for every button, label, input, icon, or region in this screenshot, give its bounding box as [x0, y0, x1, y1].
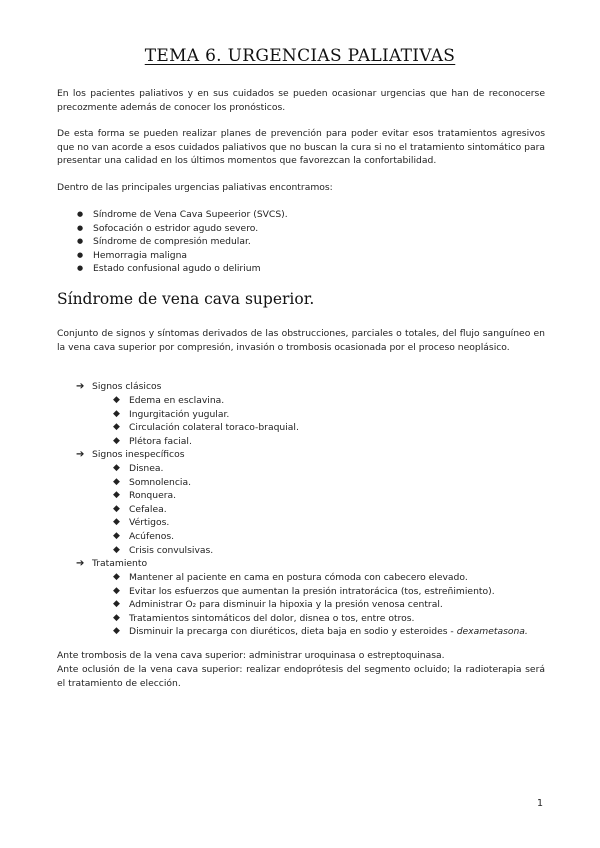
section-heading: Síndrome de vena cava superior.	[57, 290, 315, 308]
page-title: TEMA 6. URGENCIAS PALIATIVAS	[144, 46, 456, 66]
nonspecific-signs-list	[113, 462, 213, 557]
definition-paragraph: Conjunto de signos y síntomas derivados de las obstrucciones, parciales o totales, del flujo sanguíneo en la vena cava superior por compresión, invasión o trombosis ocasionada por el proceso neoplásico.	[57, 328, 545, 353]
list-item: ● Síndrome de Vena Cava Supeerior (SVCS).	[77, 208, 288, 222]
list-item: ◆ Ronquera.	[113, 489, 213, 503]
arrow-right-icon: ➔	[76, 558, 85, 569]
list-item: ◆ Ingurgitación yugular.	[113, 408, 299, 422]
list-item: ◆ Crisis convulsivas.	[113, 544, 213, 558]
list-item: ◆ Acúfenos.	[113, 530, 213, 544]
group-heading-nonspecific-signs	[76, 448, 185, 462]
page-number: 1	[536, 798, 543, 809]
closing-line-2: Ante oclusión de la vena cava superior: realizar endoprótesis del segmento ocluido; la radioterapia será el tratamiento de elección.	[57, 664, 545, 689]
list-item: ◆ Plétora facial.	[113, 435, 299, 449]
list-item-text: Disminuir la precarga con diuréticos, dieta baja en sodio y esteroides -	[129, 626, 454, 638]
list-item: ◆ Cefalea.	[113, 503, 213, 517]
intro-paragraph-1: En los pacientes paliativos y en sus cuidados se pueden ocasionar urgencias que han de reconocerse precozmente además de conocer los pronósticos.	[57, 88, 545, 113]
emphasis-text: dexametasona.	[456, 626, 528, 638]
list-item: ● Estado confusional agudo o delirium	[77, 262, 288, 276]
list-item: ◆ Disnea.	[113, 462, 213, 476]
group-label: Signos inespecíficos	[92, 449, 185, 460]
list-item: ◆ Circulación colateral toraco-braquial.	[113, 421, 299, 435]
group-heading-classic-signs	[76, 380, 161, 394]
list-item: ◆ Mantener al paciente en cama en postura cómoda con cabecero elevado.	[113, 571, 528, 585]
arrow-right-icon: ➔	[76, 449, 85, 460]
list-item: ● Síndrome de compresión medular.	[77, 235, 288, 249]
group-heading-treatment	[76, 557, 147, 571]
list-item: ◆ Somnolencia.	[113, 476, 213, 490]
urgencies-list	[77, 208, 288, 276]
list-item: ◆ Administrar O₂ para disminuir la hipoxia y la presión venosa central.	[113, 598, 528, 612]
list-item: ● Sofocación o estridor agudo severo.	[77, 222, 288, 236]
list-item: ◆ Vértigos.	[113, 516, 213, 530]
list-item	[113, 625, 528, 639]
list-item: ◆ Evitar los esfuerzos que aumentan la presión intratorácica (tos, estreñimiento).	[113, 585, 528, 599]
intro-paragraph-2: De esta forma se pueden realizar planes de prevención para poder evitar esos tratamientos agresivos que no van acorde a esos cuidados paliativos que no buscan la cura si no el tratamiento sintomático para presentar una calidad en los últimos momentos que favorezcan la confortabilidad.	[57, 128, 545, 167]
list-item: ◆ Tratamientos sintomáticos del dolor, disnea o tos, entre otros.	[113, 612, 528, 626]
closing-line-1: Ante trombosis de la vena cava superior: administrar uroquinasa o estreptoquinasa.	[57, 650, 445, 661]
group-label: Signos clásicos	[92, 381, 162, 392]
treatment-list	[113, 571, 528, 639]
group-label: Tratamiento	[92, 558, 148, 569]
list-item: ◆ Edema en esclavina.	[113, 394, 299, 408]
classic-signs-list	[113, 394, 299, 448]
intro-paragraph-3: Dentro de las principales urgencias paliativas encontramos:	[57, 182, 333, 193]
arrow-right-icon: ➔	[76, 381, 85, 392]
list-item: ● Hemorragia maligna	[77, 249, 288, 263]
